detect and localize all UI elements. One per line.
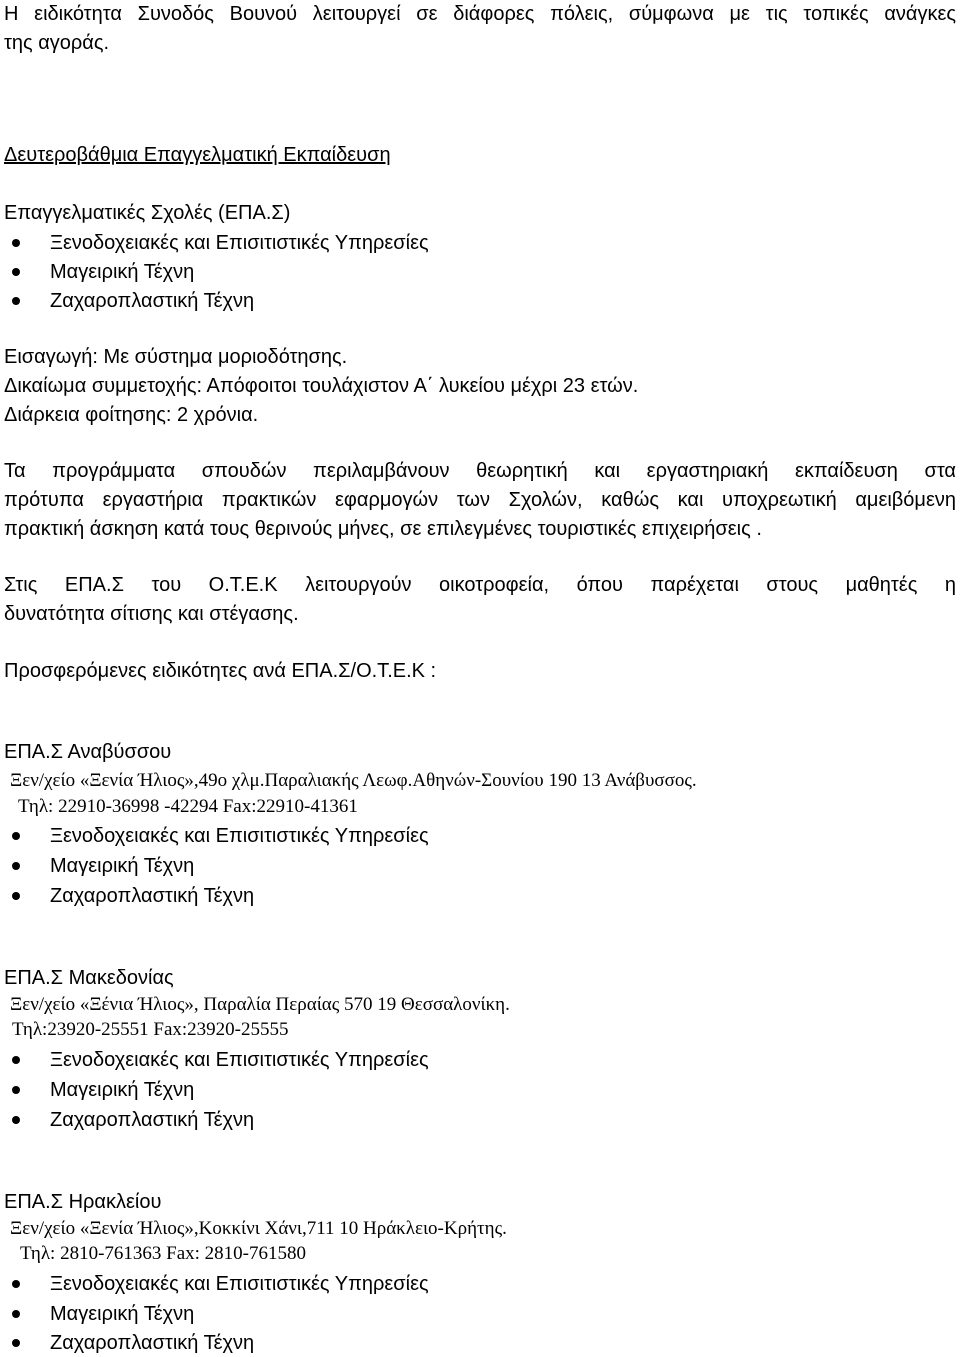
- school-name: ΕΠΑ.Σ Ηρακλείου: [4, 1191, 162, 1213]
- school-address: Ξεν/χείο «Ξενία Ήλιος»,49ο χλμ.Παραλιακής Λεωφ.Αθηνών-Σουνίου 190 13 Ανάβυσσος.: [10, 770, 697, 791]
- bullet-text: Ξενοδοχειακές και Επισιτιστικές Υπηρεσίες: [50, 1049, 429, 1071]
- offered-heading: Προσφερόμενες ειδικότητες ανά ΕΠΑ.Σ/Ο.Τ.Ε.Κ :: [4, 660, 437, 682]
- school-name: ΕΠΑ.Σ Αναβύσσου: [4, 741, 172, 763]
- bullet-text: Μαγειρική Τέχνη: [50, 261, 195, 283]
- bullet-text: Ξενοδοχειακές και Επισιτιστικές Υπηρεσίες: [50, 1273, 429, 1295]
- bullet-icon: [12, 862, 20, 870]
- bullet-icon: [12, 1339, 20, 1347]
- bullet-icon: [12, 1310, 20, 1318]
- bullet-text: Μαγειρική Τέχνη: [50, 855, 195, 877]
- school-phone: Τηλ: 2810-761363 Fax: 2810-761580: [20, 1243, 307, 1264]
- bullet-icon: [12, 1056, 20, 1064]
- bullet-text: Ξενοδοχειακές και Επισιτιστικές Υπηρεσίες: [50, 825, 429, 847]
- programs-line-2: πρότυπα εργαστήρια πρακτικών εφαρμογών των Σχολών, καθώς και υποχρεωτική αμειβόμενη: [4, 489, 956, 511]
- schools-heading: Επαγγελματικές Σχολές (ΕΠΑ.Σ): [4, 202, 291, 224]
- bullet-icon: [12, 268, 20, 276]
- school-name: ΕΠΑ.Σ Μακεδονίας: [4, 967, 174, 989]
- admission-eligibility: Δικαίωμα συμμετοχής: Απόφοιτοι τουλάχιστον Α΄ λυκείου μέχρι 23 ετών.: [4, 375, 639, 397]
- school-phone: Τηλ: 22910-36998 -42294 Fax:22910-41361: [18, 796, 358, 817]
- bullet-icon: [12, 297, 20, 305]
- intro-line-2: της αγοράς.: [4, 32, 110, 54]
- admission-duration: Διάρκεια φοίτησης: 2 χρόνια.: [4, 404, 259, 426]
- boarding-line-1: Στις ΕΠΑ.Σ του Ο.Τ.Ε.Κ λειτουργούν οικοτροφεία, όπου παρέχεται στους μαθητές η: [4, 574, 956, 596]
- bullet-text: Ζαχαροπλαστική Τέχνη: [50, 885, 255, 907]
- boarding-line-2: δυνατότητα σίτισης και στέγασης.: [4, 603, 299, 625]
- bullet-icon: [12, 239, 20, 247]
- admission-entry: Εισαγωγή: Με σύστημα μοριοδότησης.: [4, 346, 348, 368]
- bullet-icon: [12, 832, 20, 840]
- school-phone: Τηλ:23920-25551 Fax:23920-25555: [12, 1019, 289, 1040]
- bullet-icon: [12, 892, 20, 900]
- programs-line-3: πρακτική άσκηση κατά τους θερινούς μήνες, σε επιλεγμένες τουριστικές επιχειρήσεις .: [4, 518, 762, 540]
- bullet-text: Μαγειρική Τέχνη: [50, 1303, 195, 1325]
- programs-line-1: Τα προγράμματα σπουδών περιλαμβάνουν θεωρητική και εργαστηριακή εκπαίδευση στα: [4, 460, 956, 482]
- school-address: Ξεν/χείο «Ξένια Ήλιος», Παραλία Περαίας 570 19 Θεσσαλονίκη.: [10, 994, 510, 1015]
- bullet-text: Ξενοδοχειακές και Επισιτιστικές Υπηρεσίες: [50, 232, 429, 254]
- bullet-text: Ζαχαροπλαστική Τέχνη: [50, 290, 255, 312]
- bullet-icon: [12, 1086, 20, 1094]
- school-address: Ξεν/χείο «Ξενία Ήλιος»,Κοκκίνι Χάνι,711 10 Ηράκλειο-Κρήτης.: [10, 1218, 507, 1239]
- section-title: Δευτεροβάθμια Επαγγελματική Εκπαίδευση: [4, 144, 391, 166]
- bullet-icon: [12, 1280, 20, 1288]
- bullet-text: Ζαχαροπλαστική Τέχνη: [50, 1332, 255, 1354]
- intro-line-1: Η ειδικότητα Συνοδός Βουνού λειτουργεί σε διάφορες πόλεις, σύμφωνα με τις τοπικές ανάγκες: [4, 3, 956, 25]
- bullet-icon: [12, 1116, 20, 1124]
- bullet-text: Ζαχαροπλαστική Τέχνη: [50, 1109, 255, 1131]
- bullet-text: Μαγειρική Τέχνη: [50, 1079, 195, 1101]
